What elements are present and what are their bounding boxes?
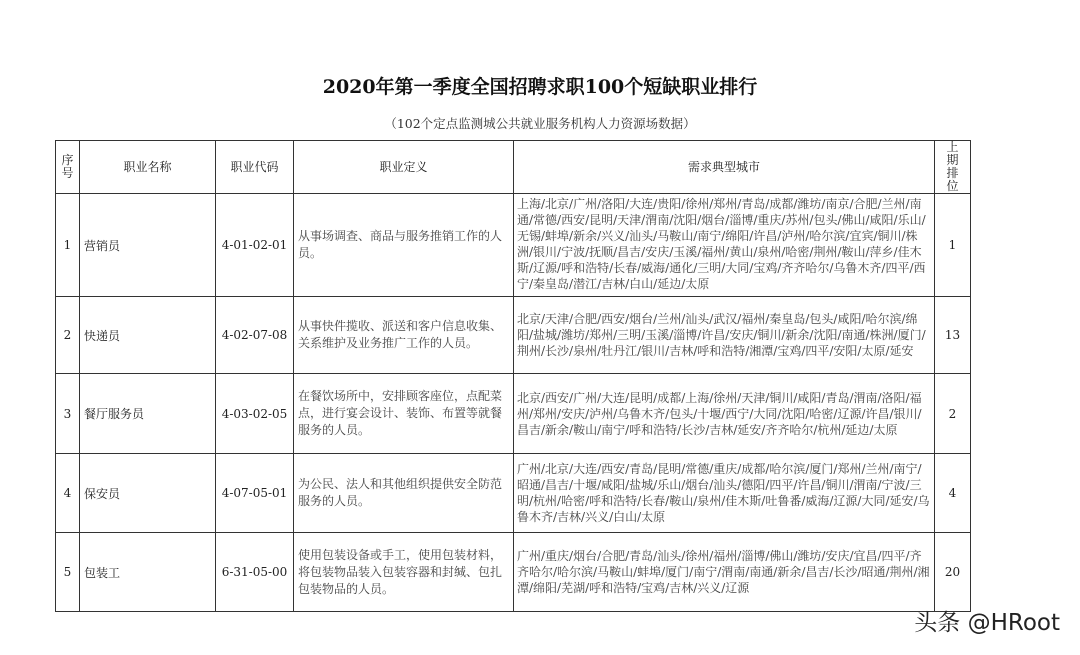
demand-cities bbox=[514, 194, 935, 297]
previous-rank: 4 bbox=[935, 454, 971, 533]
table-row bbox=[56, 454, 971, 533]
header-no: 序号 bbox=[56, 141, 80, 194]
header-name: 职业名称 bbox=[80, 141, 216, 194]
header-row bbox=[56, 141, 971, 194]
row-number: 4 bbox=[56, 454, 80, 533]
header-prev: 上期排位 bbox=[935, 141, 971, 194]
cities-text: 上海/北京/广州/洛阳/大连/贵阳/徐州/郑州/青岛/成都/潍坊/南京/合肥/兰州/南通/常德/西安/昆明/天津/渭南/沈阳/烟台/淄博/重庆/苏州/包头/佛山/咸阳/乐山/无锡/蚌埠/新余/兴义/汕头/马鞍山/南宁/绵阳/许昌/泸州/哈尔滨/宜宾/铜川/株洲/银川/宁波/抚顺/昌吉/安庆/玉溪/福州/黄山/泉州/哈密/荆州/鞍山/萍乡/佳木斯/辽源/呼和浩特/长春/威海/通化/三明/大同/宝鸡/齐齐哈尔/乌鲁木齐/四平/西宁/秦皇岛/潜江/吉林/白山/延边/太原 bbox=[517, 197, 926, 291]
occupation-name: 营销员 bbox=[80, 194, 216, 297]
cities-text: 广州/重庆/烟台/合肥/青岛/汕头/徐州/福州/淄博/佛山/潍坊/安庆/宜昌/四平/齐齐哈尔/哈尔滨/马鞍山/蚌埠/厦门/南宁/渭南/南通/新余/昌吉/长沙/昭通/荆州/湘潭/绵阳/芜湖/呼和浩特/宝鸡/吉林/兴义/辽源 bbox=[517, 549, 930, 595]
previous-rank: 1 bbox=[935, 194, 971, 297]
demand-cities bbox=[514, 454, 935, 533]
demand-cities bbox=[514, 297, 935, 374]
cities-text: 北京/西安/广州/大连/昆明/成都/上海/徐州/天津/铜川/咸阳/青岛/渭南/洛阳/福州/郑州/安庆/泸州/乌鲁木齐/包头/十堰/西宁/大同/沈阳/哈密/辽源/许昌/银川/昌吉/新余/鞍山/南宁/呼和浩特/长沙/吉林/延安/齐齐哈尔/杭州/延边/太原 bbox=[517, 390, 922, 437]
page-title: 2020年第一季度全国招聘求职100个短缺职业排行 bbox=[322, 76, 758, 98]
watermark: 头条 @HRoot bbox=[914, 610, 1060, 636]
occupation-code: 4-03-02-05 bbox=[216, 374, 294, 454]
occupation-name: 保安员 bbox=[80, 454, 216, 533]
occupation-definition: 为公民、法人和其他组织提供安全防范服务的人员。 bbox=[294, 454, 514, 533]
row-number: 5 bbox=[56, 533, 80, 612]
cities-text: 广州/北京/大连/西安/青岛/昆明/常德/重庆/成都/哈尔滨/厦门/郑州/兰州/南宁/昭通/昌吉/十堰/咸阳/盐城/乐山/烟台/汕头/德阳/四平/许昌/铜川/渭南/宁波/三明/杭州/哈密/呼和浩特/长春/鞍山/泉州/佳木斯/吐鲁番/威海/辽源/大同/延安/乌鲁木齐/吉林/兴义/白山/太原 bbox=[517, 462, 930, 524]
shortage-table bbox=[55, 140, 971, 612]
header-def: 职业定义 bbox=[294, 141, 514, 194]
table-row bbox=[56, 297, 971, 374]
demand-cities bbox=[514, 533, 935, 612]
row-number: 2 bbox=[56, 297, 80, 374]
occupation-definition: 使用包装设备或手工，使用包装材料，将包装物品装入包装容器和封缄、包扎包装物品的人员。 bbox=[294, 533, 514, 612]
occupation-code: 4-02-07-08 bbox=[216, 297, 294, 374]
table-row bbox=[56, 374, 971, 454]
occupation-name: 包装工 bbox=[80, 533, 216, 612]
previous-rank: 20 bbox=[935, 533, 971, 612]
table-row bbox=[56, 194, 971, 297]
occupation-definition: 在餐饮场所中，安排顾客座位，点配菜点，进行宴会设计、装饰、布置等就餐服务的人员。 bbox=[294, 374, 514, 454]
row-number: 1 bbox=[56, 194, 80, 297]
header-cities: 需求典型城市 bbox=[514, 141, 935, 194]
page-subtitle: （102个定点监测城公共就业服务机构人力资源场数据） bbox=[384, 116, 696, 131]
occupation-code: 6-31-05-00 bbox=[216, 533, 294, 612]
table-row bbox=[56, 533, 971, 612]
previous-rank: 13 bbox=[935, 297, 971, 374]
occupation-name: 餐厅服务员 bbox=[80, 374, 216, 454]
occupation-name: 快递员 bbox=[80, 297, 216, 374]
cities-text: 北京/天津/合肥/西安/烟台/兰州/汕头/武汉/福州/秦皇岛/包头/咸阳/哈尔滨/绵阳/盐城/潍坊/郑州/三明/玉溪/淄博/许昌/安庆/铜川/新余/沈阳/南通/株洲/厦门/荆州/长沙/泉州/牡丹江/银川/吉林/呼和浩特/湘潭/宝鸡/四平/安阳/太原/延安 bbox=[517, 312, 926, 358]
occupation-code: 4-07-05-01 bbox=[216, 454, 294, 533]
previous-rank: 2 bbox=[935, 374, 971, 454]
demand-cities bbox=[514, 374, 935, 454]
occupation-definition: 从事场调查、商品与服务推销工作的人员。 bbox=[294, 194, 514, 297]
occupation-code: 4-01-02-01 bbox=[216, 194, 294, 297]
row-number: 3 bbox=[56, 374, 80, 454]
header-code: 职业代码 bbox=[216, 141, 294, 194]
occupation-definition: 从事快件揽收、派送和客户信息收集、关系维护及业务推广工作的人员。 bbox=[294, 297, 514, 374]
